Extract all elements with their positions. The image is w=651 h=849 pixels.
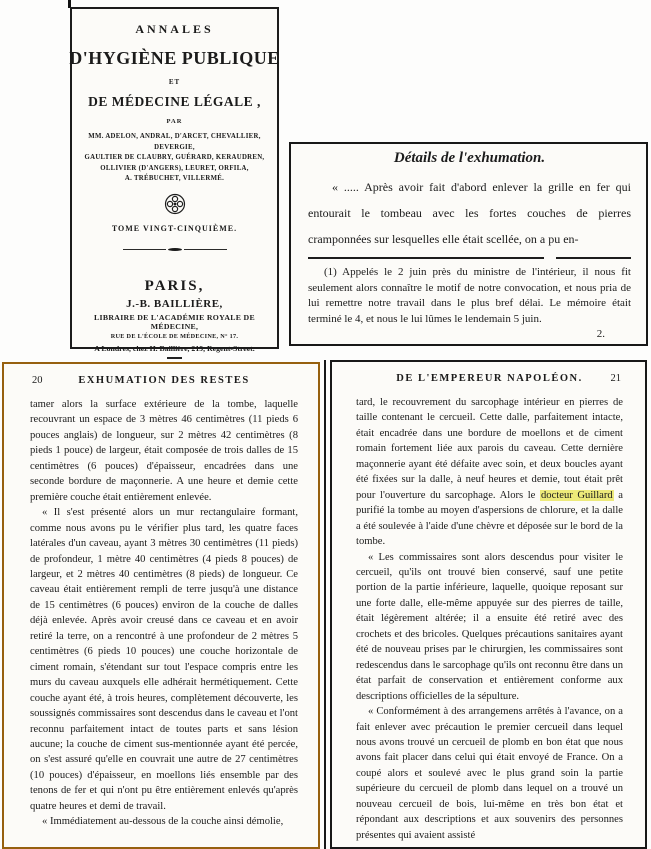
gutter-line — [324, 360, 326, 849]
running-head-text: DE L'EMPEREUR NAPOLÉON. — [396, 373, 583, 384]
authors-line: OLLIVIER (D'ANGERS), LEURET, ORFILA, — [100, 164, 249, 172]
journal-title-annales: ANNALES — [135, 22, 214, 36]
journal-title-et: ET — [168, 78, 181, 86]
paragraph-text: tard, le recouvrement du sarcophage intérieur en pierres de taille contenant le cercueil. Cette dalle, parfaitement intacte, était encadrée dans une bordure de moellons et de ciment romain fortement liée aux parois du caveau. Cette dernière maçonnerie ayant été défaite avec soin, et deux boucles ayant été fixées sur la dalle, à neuf heures et demie, tout était prêt pour l'ouverture du sarcophage. Alors le — [356, 397, 623, 501]
right-page-body — [356, 395, 623, 843]
left-page-body — [30, 397, 298, 830]
body-paragraph: « Il s'est présenté alors un mur rectangulaire formant, comme nous avons pu le vérifier plus tard, les quatre faces latérales d'un caveau, ayant 3 mètres 30 centimètres (11 pieds) de profondeur, 1 mètre 40 centimètres (4 pieds 8 pouces) de largeur, et 2 mètres 40 centimètres (8 pieds) de longueur. Ce caveau était entièrement rempli de terre jusqu'à une distance de 15 centimètres (6 pouces) environ de la couche de dalles déjà enlevée. Après avoir creusé dans ce caveau et en avoir retiré la terre, on a rencontré à une profondeur de 2 mètres 5 centimètres (6 pieds 10 pouces) une couche horizontale de ciment romain, s'étendant sur tout l'espace compris entre les murs du caveau auxquels elle adhérait hermétiquement. Cette couche ayant été, à trois heures, complètement découverte, les soussignés commissaires sont descendus dans le caveau et l'ont reconnu parfaitement intact de toutes parts et sans lésion aucune; la couche de ciment sus-mentionnée ayant été percée, on s'est assuré qu'elle en couvrait une autre de 27 centimètres (10 pouces) d'épaisseur, en moellons liés ensemble par des tenons de fer et qui n'ont pu être entièrement enlevés qu'après quatre heures et demi de travail. — [30, 507, 298, 812]
journal-subtitle: DE MÉDECINE LÉGALE , — [88, 94, 261, 109]
title-page-card — [69, 7, 280, 353]
imprint-publisher-role: LIBRAIRE DE L'ACADÉMIE ROYALE DE MÉDECINE, — [94, 312, 255, 331]
excerpt-body: « ..... Après avoir fait d'abord enlever la grille en fer qui entourait le tombeau avec les fortes couches de pierres cramponnées sur lesquelles elle était scellée, on a pu en- — [308, 180, 631, 246]
printer-ornament-icon — [164, 193, 186, 215]
footnote-text: (1) Appelés le 2 juin près du ministre de l'intérieur, il nous fit seulement alors connaître le motif de notre convocation, et nous pria de lui remettre notre travail dans le plus bref délai. Le mémoire était terminé le 4, et nous le lui lûmes le lendemain 5 juin. — [308, 266, 631, 325]
authors-line: MM. ADELON, ANDRAL, D'ARCET, CHEVALLIER, DEVERGIE, — [88, 133, 261, 151]
tome-label: TOME VINGT-CINQUIÈME. — [111, 223, 238, 233]
body-paragraph: tamer alors la surface extérieure de la tombe, laquelle recouvrant un espace de 3 mètres 46 centimètres (11 pieds 6 pouces anglais) de longueur, sur 2 mètres 42 centimètres (8 pieds 1 pouce) de largeur, était composée de trois dalles de 15 centimètres (6 pouces) d'épaisseur, encadrées dans une seconde bordure de maçonnerie. A une heure et demie cette première couche était entièrement enlevée. — [30, 399, 298, 503]
paragraph-text: a purifié la tombe au moyen d'aspersions de chlorure, et la dalle a été soulevée à l'aide d'une chèvre et déposée sur le bord de la tombe. — [356, 489, 623, 548]
excerpt-card — [289, 142, 648, 346]
left-page — [2, 362, 320, 849]
authors-list — [72, 132, 277, 185]
authors-line: GAULTIER DE CLAUBRY, GUÉRARD, KERAUDREN, — [84, 154, 265, 161]
running-head-text: EXHUMATION DES RESTES — [78, 375, 250, 386]
authors-line: A. TRÉBUCHET, VILLERMÉ. — [124, 175, 225, 182]
imprint-address: RUE DE L'ÉCOLE DE MÉDECINE, N° 17. — [110, 332, 239, 340]
par-label: PAR — [166, 118, 183, 125]
body-paragraph: « Les commissaires sont alors descendus pour visiter le cercueil, qu'ils ont trouvé bien conservé, sauf une petite portion de la partie inférieure, laquelle, quoique reposant sur une forte dalle, elle-même appuyée sur des pierres de taille, était légèrement altérée; il a ensuite été retiré avec des crochets et des bricoles. Quelques précautions sanitaires ayant été de nouveau prises par le chirurgien, les commissaires sont redescendus dans le sarcophage qu'ils ont reconnu être dans un état parfait de conservation et entièrement conforme aux descriptions officielles de la sépulture. — [356, 551, 623, 702]
page-number-21: 21 — [610, 373, 621, 384]
body-paragraph — [356, 395, 623, 550]
right-running-head — [356, 373, 623, 388]
left-running-head — [30, 375, 298, 390]
highlight-mark: docteur Guillard — [541, 489, 613, 501]
signature-mark: 2. — [596, 328, 605, 340]
footnote-rule — [308, 257, 631, 259]
imprint-city: PARIS, — [144, 277, 205, 294]
double-rule — [167, 357, 182, 359]
imprint-london: A Londres, chez H. Baillière, 219, Regent-Street. — [94, 343, 255, 353]
excerpt-heading: Détails de l'exhumation. — [393, 150, 546, 166]
decorative-rule — [123, 248, 227, 251]
imprint-publisher: J.-B. BAILLIÈRE, — [126, 297, 223, 310]
page-number-20: 20 — [32, 375, 43, 386]
journal-title-main: D'HYGIÈNE PUBLIQUE — [69, 48, 280, 68]
body-paragraph: « Conformément à des arrangemens arrêtés à l'avance, on a fait enlever avec précaution le premier cercueil dans lequel nous avons trouvé un cercueil de plomb en bon état que nous avons fait placer dans celui qui était envoyé de France. On a coupé alors et soulevé avec le plus grand soin la partie supérieure du cercueil de plomb dans lequel on a trouvé un nouveau cercueil de bois, lui-même en très bon état et répondant aux descriptions et aux souvenirs des personnes présentes qui avaient assisté — [356, 706, 623, 841]
right-page — [330, 360, 647, 849]
body-paragraph: « Immédiatement au-dessous de la couche ainsi démolie, — [42, 816, 284, 828]
